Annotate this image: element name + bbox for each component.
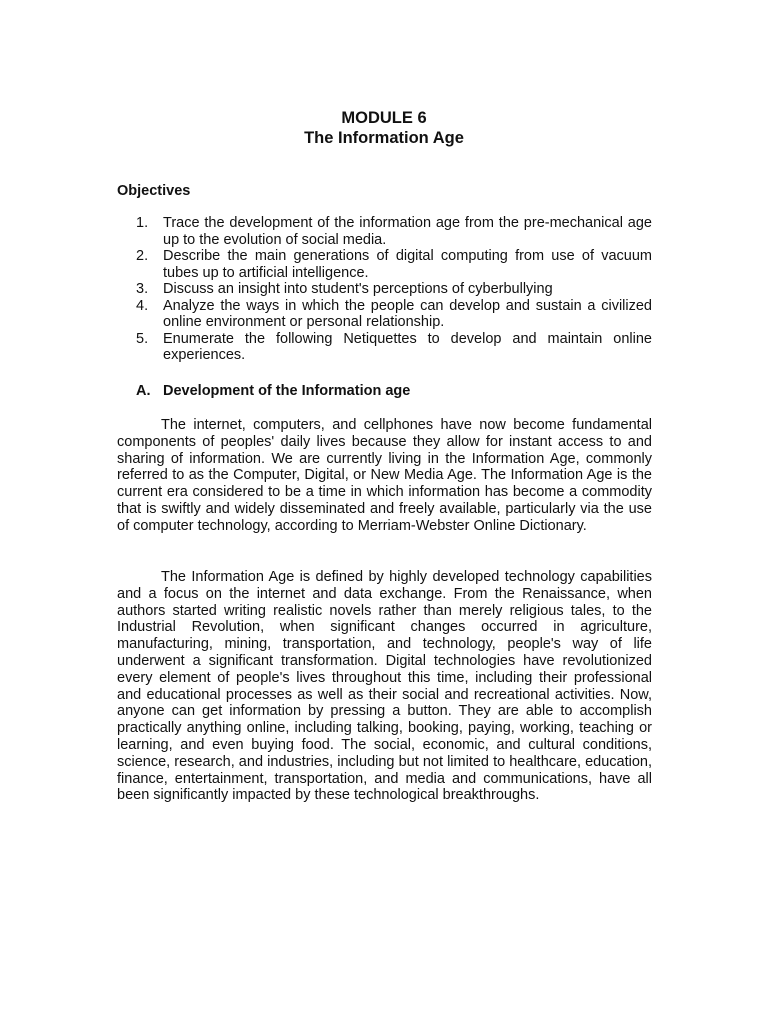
title-block xyxy=(0,108,768,148)
section-title: Development of the Information age xyxy=(163,383,411,399)
objective-number: 4. xyxy=(136,297,149,314)
objective-text: Describe the main generations of digital computing from use of vacuum tubes up to artificial intelligence. xyxy=(163,248,652,281)
objective-text: Discuss an insight into student's perceptions of cyberbullying xyxy=(163,281,553,297)
objective-text: Analyze the ways in which the people can develop and sustain a civilized online environment or personal relationship. xyxy=(163,297,652,330)
objective-text: Enumerate the following Netiquettes to develop and maintain online experiences. xyxy=(163,330,652,363)
objective-item xyxy=(117,248,652,281)
module-number: MODULE 6 xyxy=(341,109,427,127)
objective-item xyxy=(117,215,652,248)
objective-number: 5. xyxy=(136,330,149,347)
section-a-heading xyxy=(117,383,410,399)
objective-item xyxy=(117,281,652,298)
objective-item xyxy=(117,298,652,331)
objective-number: 1. xyxy=(136,215,149,231)
objectives-heading: Objectives xyxy=(117,183,191,199)
body-paragraph: The internet, computers, and cellphones have now become fundamental components of peoples' daily lives because they allow for instant access to and sharing of information. We are currently living in the Information Age, commonly referred to as the Computer, Digital, or New Media Age. The Information Age is the current era considered to be a time in which information has become a commodity that is swiftly and widely disseminated and freely available, particularly via the use of computer technology, according to Merriam-Webster Online Dictionary. xyxy=(117,417,652,534)
module-title: The Information Age xyxy=(304,129,464,147)
objective-item xyxy=(117,331,652,364)
section-letter: A. xyxy=(136,383,151,399)
objectives-list xyxy=(117,215,652,364)
body-paragraph: The Information Age is defined by highly developed technology capabilities and a focus on the internet and data exchange. From the Renaissance, when authors started writing realistic novels rather than merely religious tales, to the Industrial Revolution, when significant changes occurred in agriculture, manufacturing, mining, transportation, and technology, people's way of life underwent a significant transformation. Digital technologies have revolutionized every element of people's lives throughout this time, including their professional and educational processes as well as their social and recreational activities. Now, anyone can get information by pressing a button. They are able to accomplish practically anything online, including talking, booking, paying, working, teaching or learning, and even buying food. The social, economic, and cultural conditions, science, research, and industries, including but not limited to healthcare, education, finance, entertainment, transportation, and media and communications, have all been significantly impacted by these technological breakthroughs. xyxy=(117,569,652,804)
objective-number: 3. xyxy=(136,281,149,297)
objective-number: 2. xyxy=(136,248,149,264)
objective-text: Trace the development of the information age from the pre-mechanical age up to the evolution of social media. xyxy=(163,215,652,248)
